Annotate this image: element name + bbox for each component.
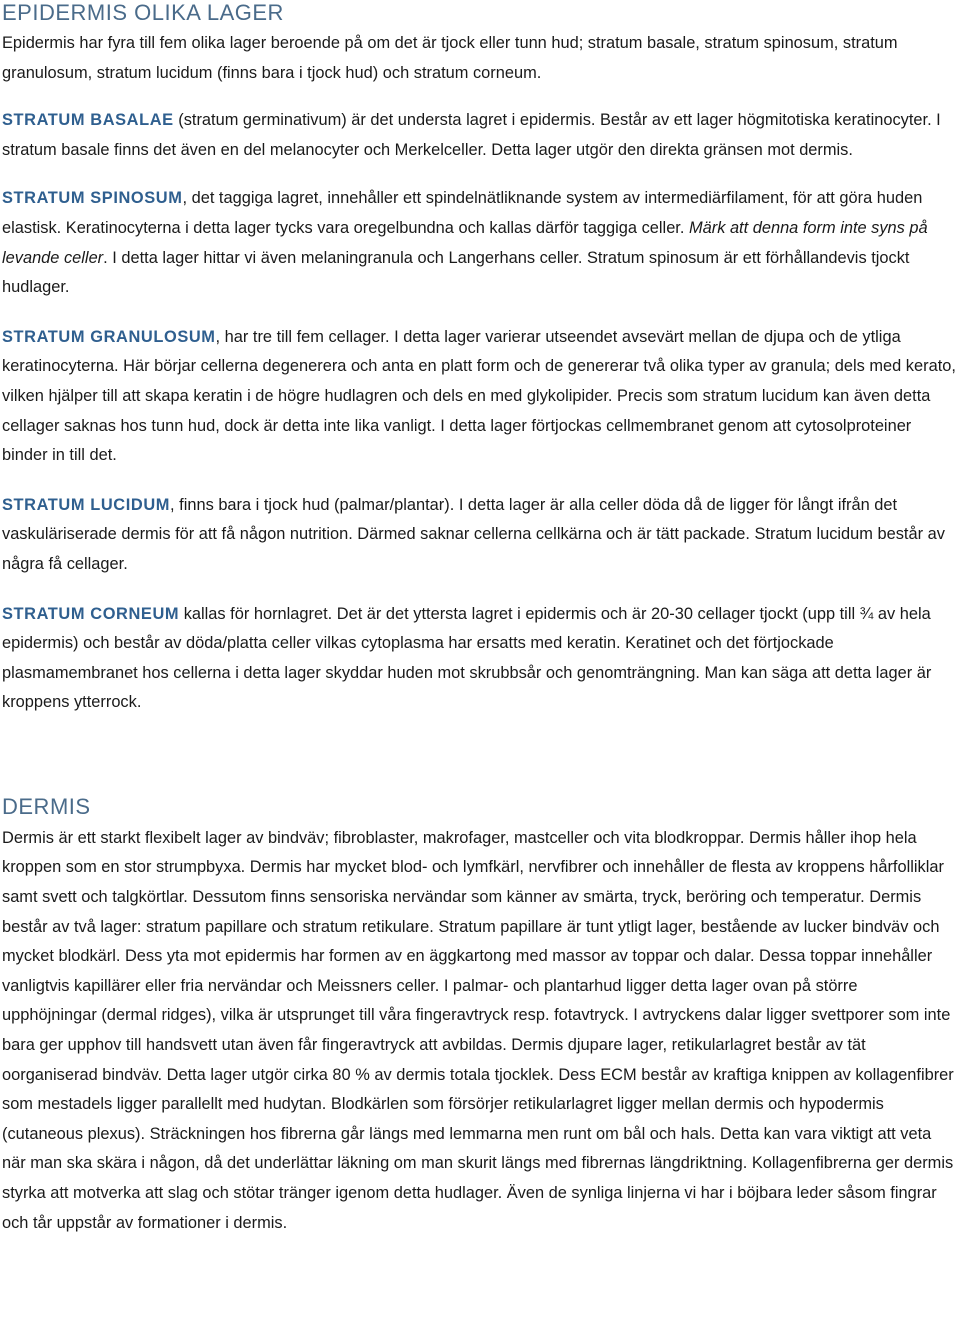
- granulosum-text: , har tre till fem cellager. I detta lager varierar utseendet avsevärt mellan de djupa och de ytliga keratinocyterna. Här börjar cellerna degenerera och anta en platt form och de genererar två olika typer av granula; dels med kerato, vilken hjälper till att skapa keratin i de högre hudlagren och dels en med glykolipider. Precis som stratum lucidum kan även detta cellager saknas hos tunn hud, dock är detta inte lika vanligt. I detta lager förtjockas cellmembranet genom att cytosolproteiner binder in till det.: [2, 327, 956, 465]
- spinosum-text-after: . I detta lager hittar vi även melaningranula och Langerhans celler. Stratum spinosum är ett förhållandevis tjockt hudlager.: [2, 248, 910, 297]
- paragraph-stratum-corneum: [2, 600, 956, 718]
- spinosum-italic-note: Märk att denna form inte syns på levande celler: [2, 218, 928, 267]
- section-heading-epidermis: EPIDERMIS OLIKA LAGER: [2, 0, 284, 25]
- dermis-paragraph: Dermis är ett starkt flexibelt lager av bindväv; fibroblaster, makrofager, mastceller och vita blodkroppar. Dermis håller ihop hela kroppen som en stor strumpbyxa. Dermis har mycket blod- och lymfkärl, nervfibrer och innehåller de flesta av kroppens hårfolliklar samt svett och talgkörtlar. Dessutom finns sensoriska nervändar som känner av smärta, tryck, beröring och temperatur. Dermis består av två lager: stratum papillare och stratum retikulare. Stratum papillare är tunt ytligt lager, bestående av lucker bindväv och mycket blodkärl. Dess yta mot epidermis har formen av en äggkartong med massor av toppar och dalar. Dessa toppar innehåller vanligtvis kapillärer eller fria nervändar och Meissners celler. I palmar- och plantarhud ligger detta lager ovan på större upphöjningar (dermal ridges), vilka är utsprunget till våra fingeravtryck resp. fotavtryck. I avtryckens dalar ligger svettporer som inte bara ger upphov till handsvett utan även får fingeravtryck att avbildas. Dermis djupare lager, retikularlagret består av tät oorganiserad bindväv. Detta lager utgör cirka 80 % av dermis totala tjocklek. Dess ECM består av kraftiga knippen av kollagenfibrer som mestadels ligger parallellt med hudytan. Blodkärlen som försörjer retikularlagret ligger mellan dermis och hypodermis (cutaneous plexus). Sträckningen hos fibrerna går längs med lemmarna men runt om bål och hals. Detta kan vara viktigt att veta när man ska skära i någon, då det underlättar läkning om man skurit längs med fibrernas längdriktning. Kollagenfibrerna ger dermis styrka att motverka att slag och stötar tränger igenom detta hudlager. Även de synliga linjerna vi har i böjbara leder såsom fingrar och tår uppstår av formationer i dermis.: [2, 828, 954, 1232]
- paragraph-stratum-basalae: [2, 106, 956, 165]
- section-heading-dermis: DERMIS: [2, 793, 91, 819]
- spinosum-text-before: , det taggiga lagret, innehåller ett spindelnätliknande system av intermediärfilament, för att göra huden elastisk. Keratinocyterna i detta lager tycks vara oregelbundna och kallas därför taggiga celler.: [2, 189, 923, 237]
- paragraph-stratum-lucidum: [2, 491, 956, 580]
- paragraph-stratum-spinosum: [2, 184, 956, 302]
- basalae-text: (stratum germinativum) är det understa lagret i epidermis. Består av ett lager högmitotiska keratinocyter. I stratum basale finns det även en del melanocyter och Merkelceller. Detta lager utgör den direkta gränsen mot dermis.: [2, 111, 941, 159]
- term-stratum-basalae: STRATUM BASALAE: [2, 111, 174, 130]
- intro-paragraph: Epidermis har fyra till fem olika lager beroende på om det är tjock eller tunn hud; stratum basale, stratum spinosum, stratum granulosum, stratum lucidum (finns bara i tjock hud) och stratum corneum.: [2, 34, 898, 82]
- term-stratum-corneum: STRATUM CORNEUM: [2, 604, 180, 623]
- lucidum-text: , finns bara i tjock hud (palmar/plantar). I detta lager är alla celler döda då de ligger för långt ifrån det vaskuläriserade dermis för att få någon nutrition. Därmed saknar cellerna cellkärna och är tätt packade. Stratum lucidum består av några få cellager.: [2, 495, 945, 573]
- term-stratum-granulosum: STRATUM GRANULOSUM: [2, 327, 216, 346]
- term-stratum-lucidum: STRATUM LUCIDUM: [2, 495, 171, 514]
- corneum-text: kallas för hornlagret. Det är det yttersta lagret i epidermis och är 20-30 cellager tjockt (upp till ¾ av hela epidermis) och består av döda/platta celler vilkas cytoplasma har ersatts med keratin. Keratinet och det förtjockade plasmamembranet hos cellerna i detta lager skyddar huden mot skrubbsår och genomträngning. Man kan säga att detta lager är kroppens ytterrock.: [2, 604, 932, 712]
- paragraph-stratum-granulosum: [2, 323, 956, 471]
- term-stratum-spinosum: STRATUM SPINOSUM: [2, 189, 183, 208]
